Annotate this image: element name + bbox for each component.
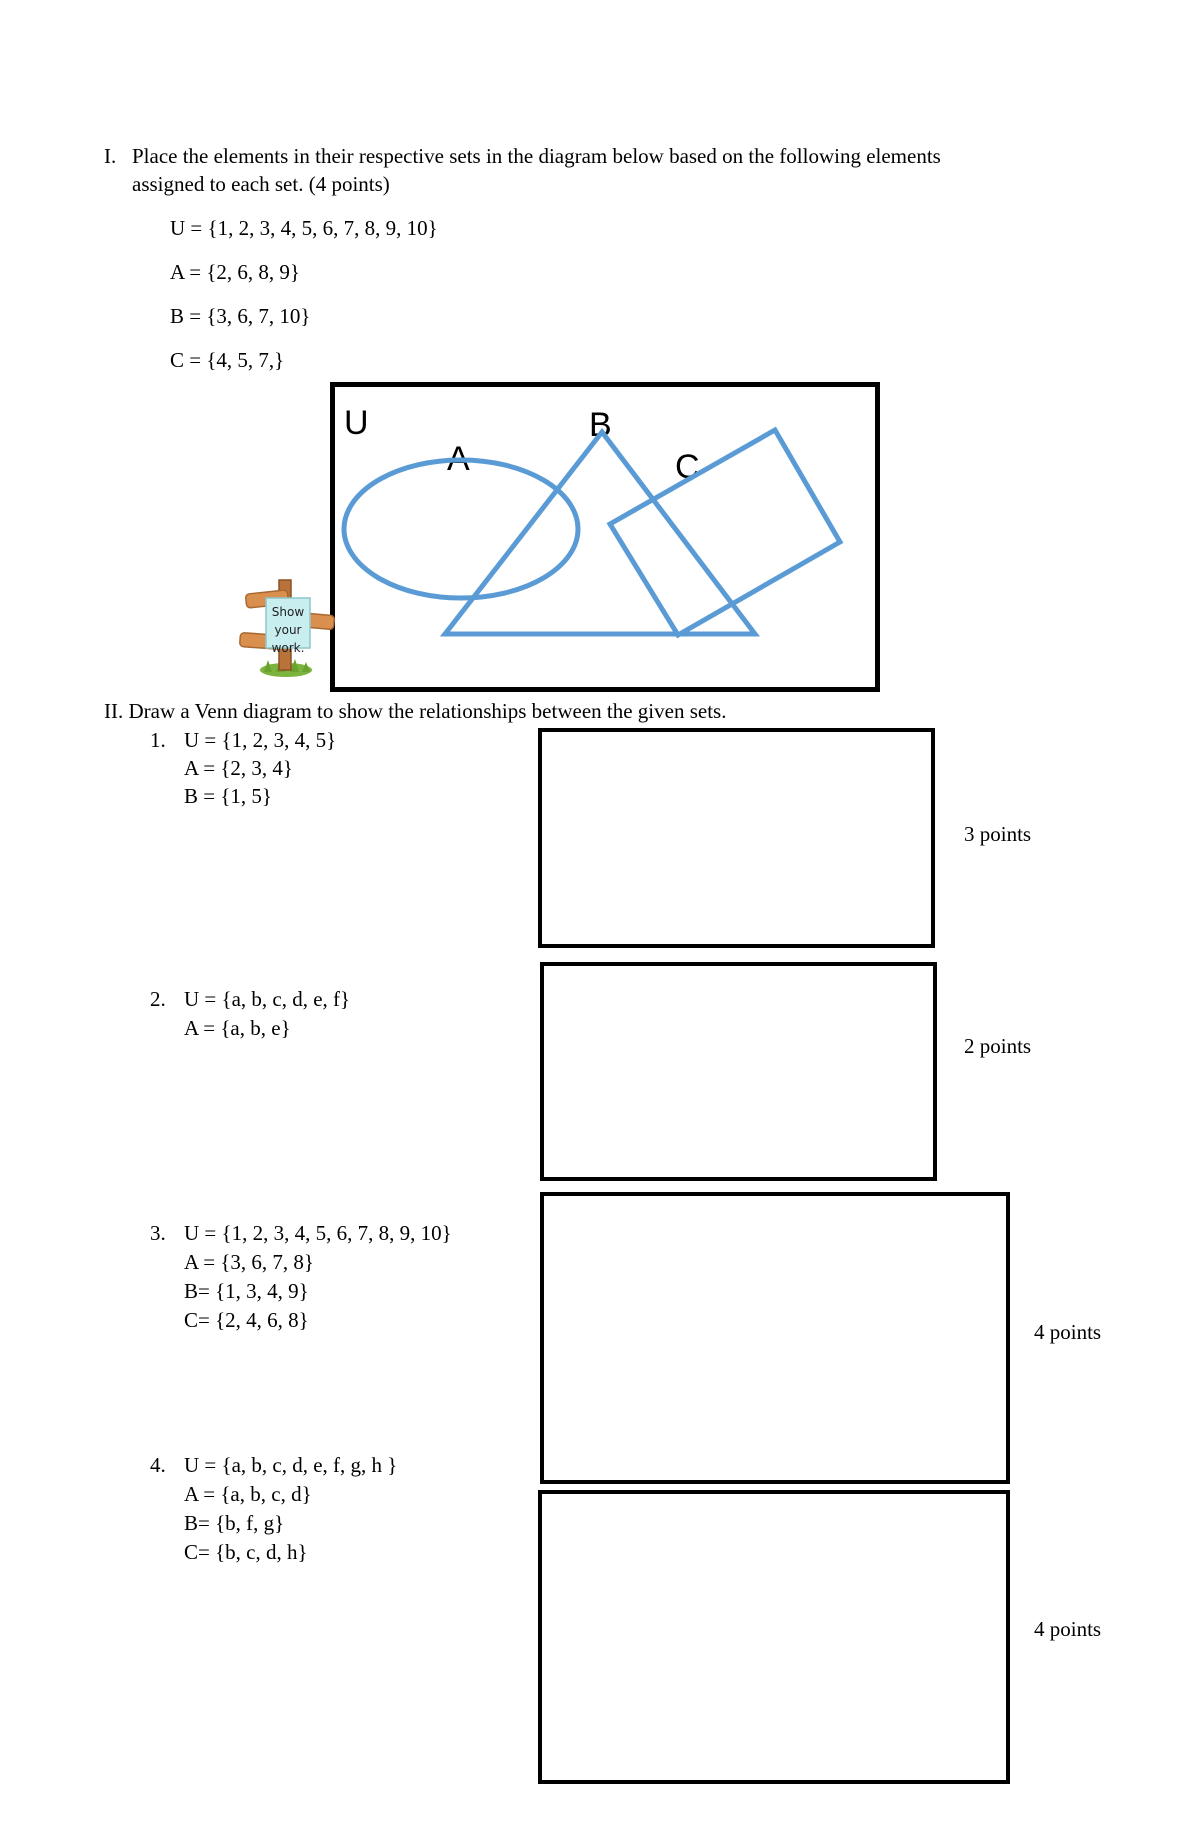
set-c-definition: C = {4, 5, 7,}: [170, 348, 285, 372]
problem-1-answer-box[interactable]: [538, 728, 935, 948]
sign-text-line1: Show: [271, 605, 305, 619]
part1-instruction-line2: assigned to each set. (4 points): [132, 172, 390, 196]
problem-1-points: 3 points: [964, 822, 1032, 846]
set-b-label: B: [589, 406, 612, 444]
problem-4-line-2: A = {a, b, c, d}: [184, 1482, 312, 1506]
universe-label: U: [344, 404, 369, 442]
problem-2-points: 2 points: [964, 1034, 1032, 1058]
problem-3-line-3: B= {1, 3, 4, 9}: [184, 1279, 309, 1303]
problem-3-line-1: U = {1, 2, 3, 4, 5, 6, 7, 8, 9, 10}: [184, 1221, 452, 1245]
show-your-work-sign: [236, 578, 338, 680]
sign-text-line2: your: [274, 623, 302, 637]
problem-3-number: 3.: [150, 1221, 166, 1245]
part2-heading: II. Draw a Venn diagram to show the relationships between the given sets.: [104, 699, 727, 723]
set-b-definition: B = {3, 6, 7, 10}: [170, 304, 311, 328]
part1-numeral: I.: [104, 144, 117, 168]
problem-1-line-1: U = {1, 2, 3, 4, 5}: [184, 728, 337, 752]
set-c-label: C: [675, 448, 700, 486]
problem-1-line-2: A = {2, 3, 4}: [184, 756, 294, 780]
set-a-definition: A = {2, 6, 8, 9}: [170, 260, 301, 284]
problem-4-number: 4.: [150, 1453, 166, 1477]
problem-4-answer-box[interactable]: [538, 1490, 1010, 1784]
problem-2-line-2: A = {a, b, e}: [184, 1016, 291, 1040]
problem-2-line-1: U = {a, b, c, d, e, f}: [184, 987, 351, 1011]
problem-3-line-4: C= {2, 4, 6, 8}: [184, 1308, 309, 1332]
problem-2-answer-box[interactable]: [540, 962, 937, 1181]
problem-1-line-3: B = {1, 5}: [184, 784, 273, 808]
problem-4-line-1: U = {a, b, c, d, e, f, g, h }: [184, 1453, 398, 1477]
set-a-label: A: [447, 440, 470, 478]
venn-diagram: [330, 382, 880, 692]
problem-3-answer-box[interactable]: [540, 1192, 1010, 1484]
problem-2-number: 2.: [150, 987, 166, 1011]
problem-1-number: 1.: [150, 728, 166, 752]
problem-4-line-3: B= {b, f, g}: [184, 1511, 285, 1535]
problem-4-points: 4 points: [1034, 1617, 1102, 1641]
part1-instruction-line1: Place the elements in their respective sets in the diagram below based on the following elements: [132, 144, 941, 168]
problem-3-line-2: A = {3, 6, 7, 8}: [184, 1250, 315, 1274]
set-u-definition: U = {1, 2, 3, 4, 5, 6, 7, 8, 9, 10}: [170, 216, 438, 240]
problem-4-line-4: C= {b, c, d, h}: [184, 1540, 308, 1564]
problem-3-points: 4 points: [1034, 1320, 1102, 1344]
sign-text-line3: work.: [271, 641, 305, 655]
